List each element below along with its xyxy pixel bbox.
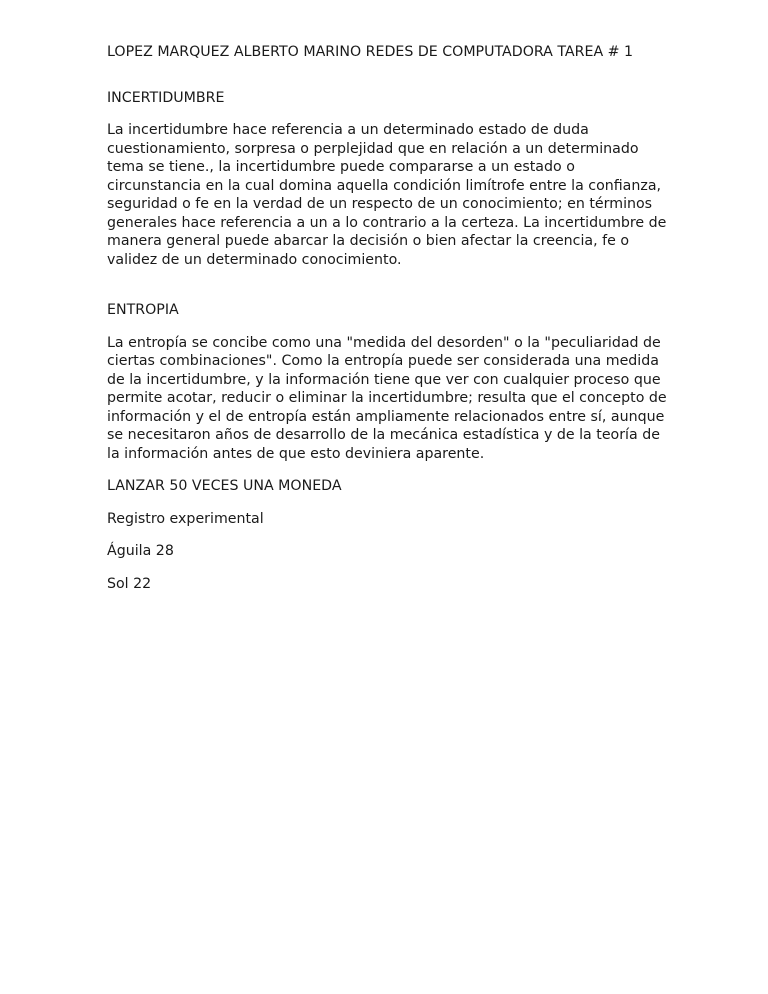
line-sol: Sol 22 [107,575,152,592]
paragraph-incertidumbre: La incertidumbre hace referencia a un determinado estado de duda cuestionamiento, sorpresa o perplejidad que en relación a un determinado tema se tiene., la incertidumbre puede compararse a un estado o circunstancia en la cual domina aquella condición limítrofe entre la confianza, seguridad o fe en la verdad de un respecto de un conocimiento; en términos generales hace referencia a un a lo contrario a la certeza. La incertidumbre de manera general puede abarcar la decisión o bien afectar la creencia, fe o validez de un determinado conocimiento. [107,122,667,268]
paragraph-entropia: La entropía se concibe como una "medida del desorden" o la "peculiaridad de ciertas combinaciones". Como la entropía puede ser considerada una medida de la incertidumbre, y la información tiene que ver con cualquier proceso que permite acotar, reducir o eliminar la incertidumbre; resulta que el concepto de información y el de entropía están ampliamente relacionados entre sí, aunque se necesitaron años de desarrollo de la mecánica estadística y de la teoría de la información antes de que esto deviniera aparente. [107,334,667,462]
section-heading-experimento: LANZAR 50 VECES UNA MONEDA [107,478,342,494]
section-heading-entropia: ENTROPIA [107,302,179,318]
document-header: LOPEZ MARQUEZ ALBERTO MARINO REDES DE COMPUTADORA TAREA # 1 [107,44,634,60]
section-heading-incertidumbre: INCERTIDUMBRE [107,89,225,106]
line-aguila: Águila 28 [107,543,174,559]
document-content [107,43,667,593]
line-registro-experimental: Registro experimental [107,510,264,527]
